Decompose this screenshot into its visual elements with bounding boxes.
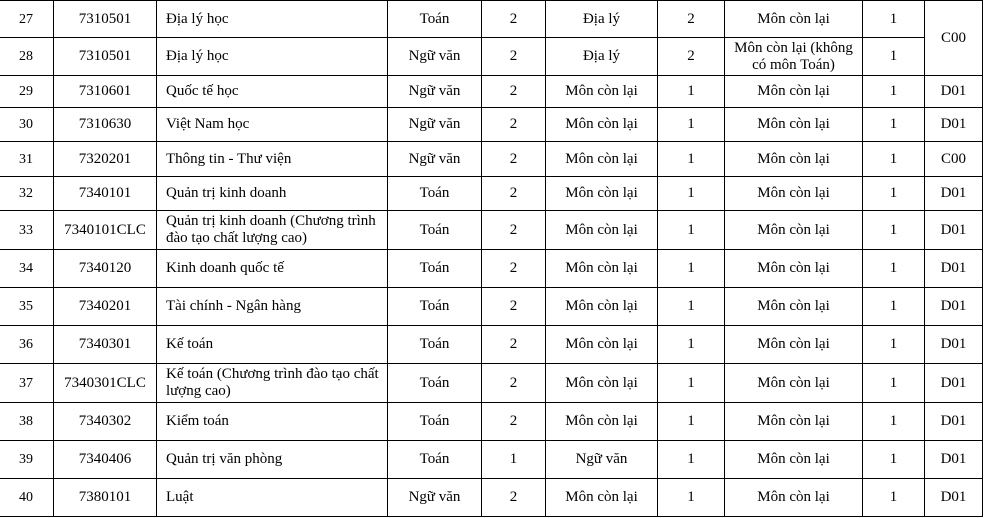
cell-weight-3: 1 [863,1,925,38]
cell-subject-2: Môn còn lại [546,250,658,288]
cell-subject-1: Ngữ văn [388,479,482,517]
cell-stt: 37 [0,364,54,403]
cell-combo: D01 [925,288,983,326]
cell-code: 7340201 [54,288,157,326]
table-row [0,177,983,211]
cell-weight-1: 2 [482,38,546,76]
cell-name: Kế toán (Chương trình đào tạo chất lượng cao) [157,364,388,403]
cell-weight-1: 2 [482,364,546,403]
table-row [0,1,983,38]
cell-stt: 40 [0,479,54,517]
cell-subject-3: Môn còn lại [725,288,863,326]
cell-stt: 39 [0,441,54,479]
cell-subject-1: Ngữ văn [388,76,482,108]
table-row [0,364,983,403]
table-row [0,288,983,326]
cell-weight-2: 1 [658,288,725,326]
cell-weight-2: 1 [658,250,725,288]
cell-combo: C00 [925,142,983,177]
cell-code: 7320201 [54,142,157,177]
cell-code: 7340406 [54,441,157,479]
cell-combo: D01 [925,479,983,517]
cell-code: 7310501 [54,1,157,38]
cell-subject-2: Môn còn lại [546,403,658,441]
cell-subject-1: Toán [388,211,482,250]
cell-subject-2: Môn còn lại [546,108,658,142]
cell-stt: 38 [0,403,54,441]
cell-subject-3: Môn còn lại [725,479,863,517]
cell-stt: 30 [0,108,54,142]
cell-weight-1: 2 [482,288,546,326]
cell-subject-1: Toán [388,364,482,403]
table-row [0,38,983,76]
cell-subject-3: Môn còn lại [725,211,863,250]
cell-subject-1: Ngữ văn [388,38,482,76]
table-row [0,76,983,108]
cell-name: Quản trị văn phòng [157,441,388,479]
cell-subject-2: Môn còn lại [546,479,658,517]
cell-name: Quốc tế học [157,76,388,108]
cell-subject-2: Môn còn lại [546,76,658,108]
cell-combo: D01 [925,250,983,288]
cell-combo: C00 [925,1,983,76]
cell-weight-1: 2 [482,326,546,364]
cell-weight-3: 1 [863,250,925,288]
cell-code: 7340120 [54,250,157,288]
cell-combo: D01 [925,211,983,250]
cell-stt: 29 [0,76,54,108]
cell-stt: 28 [0,38,54,76]
cell-subject-1: Toán [388,1,482,38]
cell-subject-3: Môn còn lại (không có môn Toán) [725,38,863,76]
cell-subject-3: Môn còn lại [725,326,863,364]
cell-name: Địa lý học [157,38,388,76]
cell-stt: 36 [0,326,54,364]
cell-subject-3: Môn còn lại [725,76,863,108]
cell-code: 7340302 [54,403,157,441]
cell-subject-3: Môn còn lại [725,441,863,479]
cell-weight-3: 1 [863,177,925,211]
cell-code: 7340101 [54,177,157,211]
cell-code: 7310630 [54,108,157,142]
cell-weight-1: 2 [482,142,546,177]
cell-weight-2: 2 [658,1,725,38]
cell-subject-2: Ngữ văn [546,441,658,479]
cell-stt: 34 [0,250,54,288]
cell-name: Quản trị kinh doanh (Chương trình đào tạo chất lượng cao) [157,211,388,250]
cell-code: 7310601 [54,76,157,108]
cell-name: Kế toán [157,326,388,364]
cell-weight-2: 1 [658,441,725,479]
cell-weight-2: 2 [658,38,725,76]
cell-combo: D01 [925,441,983,479]
cell-subject-2: Môn còn lại [546,288,658,326]
cell-weight-2: 1 [658,177,725,211]
cell-subject-2: Môn còn lại [546,364,658,403]
cell-subject-2: Môn còn lại [546,142,658,177]
cell-subject-1: Toán [388,250,482,288]
cell-combo: D01 [925,177,983,211]
table-row [0,403,983,441]
cell-weight-3: 1 [863,403,925,441]
cell-subject-2: Môn còn lại [546,211,658,250]
cell-stt: 35 [0,288,54,326]
cell-name: Kinh doanh quốc tế [157,250,388,288]
cell-weight-2: 1 [658,142,725,177]
cell-weight-1: 2 [482,76,546,108]
cell-weight-3: 1 [863,326,925,364]
table-row [0,250,983,288]
cell-weight-3: 1 [863,38,925,76]
cell-subject-1: Toán [388,403,482,441]
cell-name: Tài chính - Ngân hàng [157,288,388,326]
cell-weight-3: 1 [863,142,925,177]
cell-weight-3: 1 [863,364,925,403]
table-row [0,441,983,479]
cell-combo: D01 [925,76,983,108]
cell-weight-1: 2 [482,108,546,142]
cell-combo: D01 [925,364,983,403]
cell-name: Địa lý học [157,1,388,38]
cell-subject-1: Toán [388,177,482,211]
cell-weight-3: 1 [863,479,925,517]
cell-name: Quản trị kinh doanh [157,177,388,211]
cell-name: Kiểm toán [157,403,388,441]
cell-subject-3: Môn còn lại [725,142,863,177]
cell-subject-1: Ngữ văn [388,108,482,142]
cell-weight-1: 2 [482,403,546,441]
cell-weight-2: 1 [658,211,725,250]
cell-stt: 32 [0,177,54,211]
cell-combo: D01 [925,108,983,142]
cell-weight-3: 1 [863,108,925,142]
cell-subject-3: Môn còn lại [725,250,863,288]
cell-code: 7380101 [54,479,157,517]
cell-stt: 31 [0,142,54,177]
cell-stt: 27 [0,1,54,38]
table-row [0,108,983,142]
cell-subject-1: Toán [388,288,482,326]
cell-weight-3: 1 [863,211,925,250]
cell-subject-2: Địa lý [546,1,658,38]
cell-name: Thông tin - Thư viện [157,142,388,177]
cell-combo: D01 [925,403,983,441]
cell-weight-2: 1 [658,108,725,142]
cell-code: 7340301 [54,326,157,364]
cell-weight-1: 2 [482,177,546,211]
cell-weight-2: 1 [658,326,725,364]
table-row [0,479,983,517]
table-row [0,211,983,250]
cell-code: 7340301CLC [54,364,157,403]
cell-subject-2: Môn còn lại [546,326,658,364]
cell-subject-3: Môn còn lại [725,177,863,211]
cell-subject-3: Môn còn lại [725,1,863,38]
cell-subject-1: Ngữ văn [388,142,482,177]
cell-weight-1: 2 [482,1,546,38]
cell-name: Việt Nam học [157,108,388,142]
cell-code: 7310501 [54,38,157,76]
cell-weight-1: 2 [482,211,546,250]
cell-weight-1: 2 [482,250,546,288]
cell-weight-2: 1 [658,76,725,108]
cell-weight-1: 1 [482,441,546,479]
cell-subject-1: Toán [388,441,482,479]
cell-weight-1: 2 [482,479,546,517]
cell-combo: D01 [925,326,983,364]
cell-subject-3: Môn còn lại [725,108,863,142]
cell-subject-2: Môn còn lại [546,177,658,211]
cell-subject-2: Địa lý [546,38,658,76]
cell-stt: 33 [0,211,54,250]
cell-weight-3: 1 [863,441,925,479]
cell-weight-2: 1 [658,479,725,517]
cell-weight-2: 1 [658,403,725,441]
cell-weight-3: 1 [863,288,925,326]
table-row [0,142,983,177]
cell-name: Luật [157,479,388,517]
cell-weight-2: 1 [658,364,725,403]
cell-subject-3: Môn còn lại [725,403,863,441]
table-row [0,326,983,364]
cell-subject-1: Toán [388,326,482,364]
cell-subject-3: Môn còn lại [725,364,863,403]
cell-code: 7340101CLC [54,211,157,250]
cell-weight-3: 1 [863,76,925,108]
